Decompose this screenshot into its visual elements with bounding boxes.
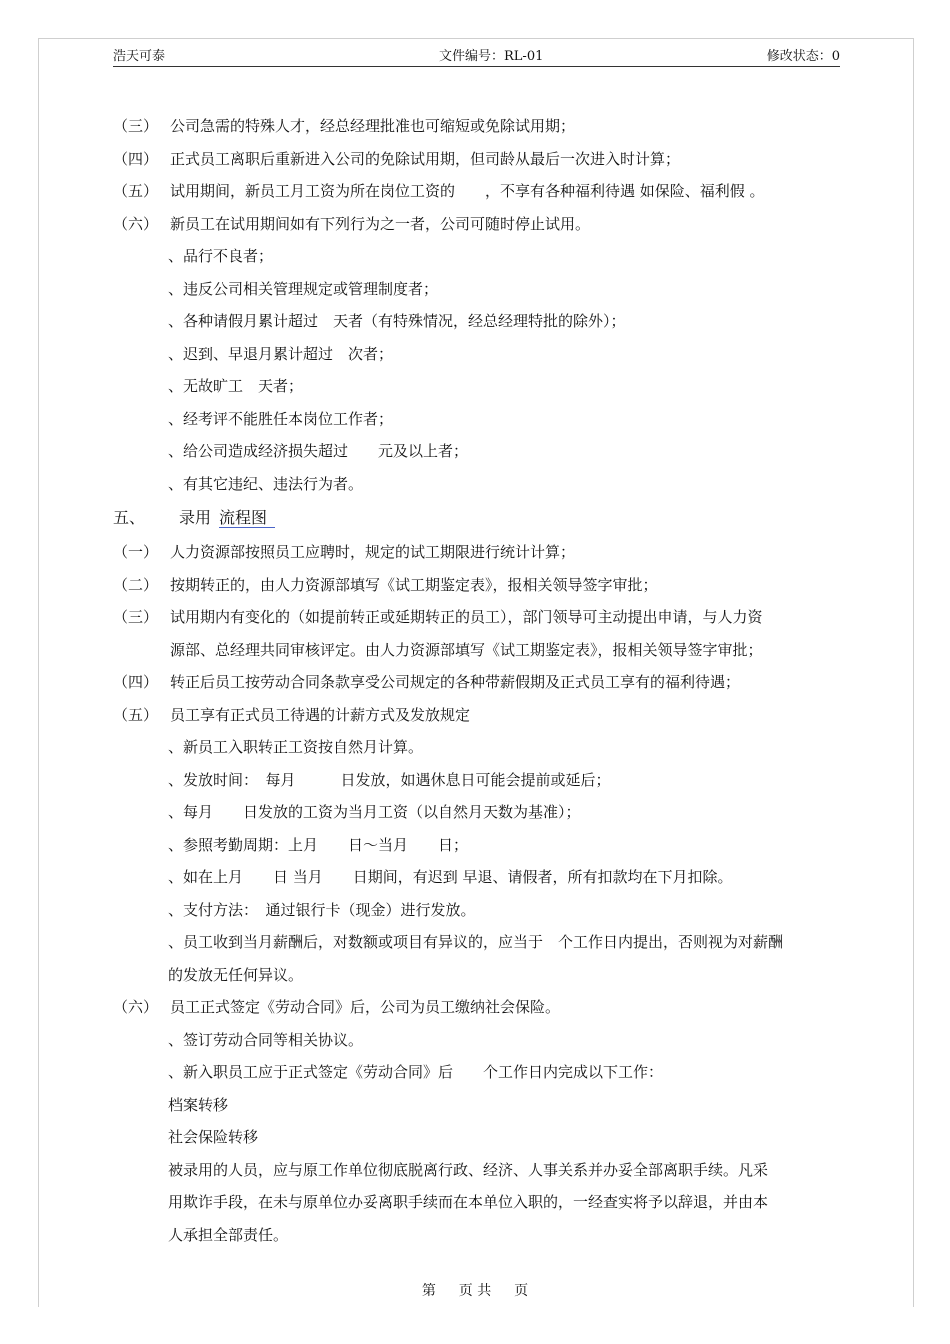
clause-text: 转正后员工按劳动合同条款享受公司规定的各种带薪假期及正式员工享有的福利待遇；: [170, 673, 741, 691]
clause-line: [113, 110, 843, 143]
list-item-text: 、发放时间： 每月 日发放，如遇休息日可能会提前或延后；: [168, 770, 611, 789]
header-company: 浩天可泰: [113, 49, 166, 64]
clause-line: [113, 536, 843, 569]
clause-text: 试用期内有变化的（如提前转正或延期转正的员工），部门领导可主动提出申请，与人力资: [170, 608, 763, 626]
section-heading: [113, 500, 843, 536]
clause-line: [113, 634, 843, 667]
list-item-continuation: [113, 959, 843, 992]
clause-label: （一）: [113, 543, 159, 561]
clause-text: 试用期间，新员工月工资为所在岗位工资的 ，不享有各种福利待遇 如保险、福利假 。: [170, 182, 765, 200]
list-item: [113, 273, 843, 306]
document-body: [113, 110, 843, 1251]
page-header: [113, 48, 840, 67]
list-item-text: 、参照考勤周期：上月 日～当月 日；: [168, 835, 469, 854]
sub-item-text: 社会保险转移: [168, 1128, 259, 1146]
list-item: [113, 370, 843, 403]
list-item-text: 、迟到、早退月累计超过 次者；: [168, 344, 394, 363]
list-item: [113, 468, 843, 501]
paragraph-text: 用欺诈手段，在未与原单位办妥离职手续而在本单位入职的，一经查实将予以辞退，并由本: [168, 1193, 769, 1211]
sub-item-text: 档案转移: [168, 1095, 229, 1114]
clause-line: [113, 666, 843, 699]
paragraph-line: [113, 1219, 843, 1252]
list-item: [113, 926, 843, 959]
clause-line: [113, 175, 843, 208]
flowchart-link[interactable]: 流程图: [219, 508, 275, 528]
clause-label: （六）: [113, 214, 159, 233]
list-item-text: 、员工收到当月薪酬后，对数额或项目有异议的，应当于 个工作日内提出，否则视为对薪酬: [168, 933, 784, 951]
list-item-text: 、新入职员工应于正式签定《劳动合同》后 个工作日内完成以下工作：: [168, 1063, 664, 1081]
clause-label: （四）: [113, 673, 159, 691]
list-item-text: 的发放无任何异议。: [168, 965, 304, 984]
list-item: [113, 403, 843, 436]
list-item: [113, 894, 843, 927]
clause-text: 公司急需的特殊人才，经总经理批准也可缩短或免除试用期；: [170, 117, 576, 135]
clause-line: [113, 143, 843, 176]
clause-label: （五）: [113, 705, 159, 724]
list-item-text: 、签订劳动合同等相关协议。: [168, 1030, 364, 1049]
list-item: [113, 796, 843, 829]
list-item-text: 、违反公司相关管理规定或管理制度者；: [168, 279, 439, 298]
clause-line: [113, 991, 843, 1024]
list-item: [113, 240, 843, 273]
list-item: [113, 829, 843, 862]
section-title: 录用: [179, 508, 212, 527]
list-item: [113, 435, 843, 468]
clause-text: 员工正式签定《劳动合同》后，公司为员工缴纳社会保险。: [170, 998, 561, 1016]
list-item-text: 、每月 日发放的工资为当月工资（以自然月天数为基准）；: [168, 803, 581, 821]
list-item-text: 、品行不良者；: [168, 247, 274, 265]
list-item: [113, 338, 843, 371]
clause-label: （三）: [113, 608, 159, 626]
header-revision: 修改状态：0: [766, 49, 840, 64]
clause-label: （四）: [113, 149, 159, 168]
list-item: [113, 861, 843, 894]
sub-item: [113, 1089, 843, 1122]
clause-text: 按期转正的，由人力资源部填写《试工期鉴定表》，报相关领导签字审批；: [170, 575, 658, 594]
list-item: [113, 305, 843, 338]
clause-line: [113, 699, 843, 732]
clause-label: （五）: [113, 182, 159, 200]
list-item: [113, 1056, 843, 1089]
list-item-text: 、经考评不能胜任本岗位工作者；: [168, 409, 394, 428]
paragraph-line: [113, 1186, 843, 1219]
list-item-text: 、支付方法： 通过银行卡（现金）进行发放。: [168, 900, 476, 919]
list-item-text: 、如在上月 日 当月 日期间，有迟到 早退、请假者，所有扣款均在下月扣除。: [168, 868, 733, 886]
clause-text: 员工享有正式员工待遇的计薪方式及发放规定: [170, 705, 471, 724]
list-item-text: 、有其它违纪、违法行为者。: [168, 474, 364, 493]
clause-text: 正式员工离职后重新进入公司的免除试用期，但司龄从最后一次进入时计算；: [170, 149, 681, 168]
paragraph-text: 人承担全部责任。: [168, 1225, 289, 1244]
page-footer: 第 页 共 页: [421, 1283, 529, 1299]
clause-label: （六）: [113, 998, 159, 1016]
clause-text: 新员工在试用期间如有下列行为之一者，公司可随时停止试用。: [170, 214, 591, 233]
list-item: [113, 764, 843, 797]
clause-label: （二）: [113, 575, 159, 594]
paragraph-line: [113, 1154, 843, 1187]
sub-item: [113, 1121, 843, 1154]
list-item-text: 、给公司造成经济损失超过 元及以上者；: [168, 442, 469, 460]
clause-line: [113, 569, 843, 602]
section-number: 五、: [113, 508, 146, 527]
paragraph-text: 被录用的人员，应与原工作单位彻底脱离行政、经济、人事关系并办妥全部离职手续。凡采: [168, 1160, 769, 1179]
clause-text: 人力资源部按照员工应聘时，规定的试工期限进行统计计算；: [170, 543, 576, 561]
header-file-number: 文件编号：RL-01: [439, 49, 544, 64]
list-item-text: 、各种请假月累计超过 天者（有特殊情况，经总经理特批的除外）；: [168, 312, 626, 330]
clause-text: 源部、总经理共同审核评定。由人力资源部填写《试工期鉴定表》，报相关领导签字审批；: [170, 640, 763, 659]
list-item: [113, 731, 843, 764]
list-item: [113, 1024, 843, 1057]
clause-label: （三）: [113, 117, 159, 135]
list-item-text: 、无故旷工 天者；: [168, 377, 304, 395]
list-item-text: 、新员工入职转正工资按自然月计算。: [168, 738, 424, 756]
clause-line: [113, 601, 843, 634]
clause-line: [113, 208, 843, 241]
